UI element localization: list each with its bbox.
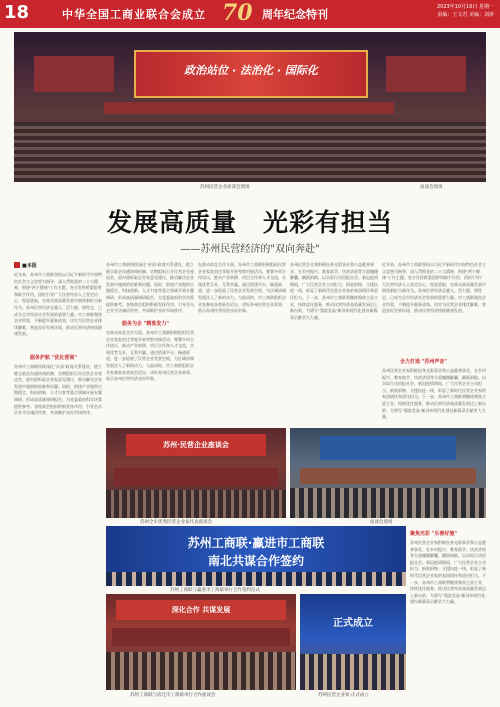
seminar-banner-text: 苏州·民营企业座谈会 (163, 441, 229, 449)
column-1-text-continued: 苏州市工商联持续深化"亲清"政商关系建设，建立健全政企沟通协商机制，定期组织召开民营企业座谈会，面对面听取企业家意见建议，推动解决企业发展中遇到的困难和问题。同时，围绕产业链供应链稳定、科技创新、人才引育等重点领域开展专题调研，形成高质量调研报告，为党委政府科学决策提供参考。各级商会组织积极发挥作用，引导会员企业守法诚信经营，共同维护良好市场秩序。 (14, 364, 102, 416)
issue-info (404, 3, 494, 19)
column-2-text-continued: 在推动南北合作方面，苏州市工商联积极组织民营企业家赴宿迁等地开展考察对接活动，签署多项合作协议，推动产业转移、项目合作和人才交流，实现优势互补、互利共赢。通过搭建平台、畅通渠道，进一步拓展了民营企业发展空间，为区域协调发展注入了新的动力。与此同时，市工商联组织企业家参加各类展会论坛，讲好苏州民营企业故事，展示苏州民营经济良好形象。 (106, 330, 194, 382)
top-photo-caption-left: 苏州民营企业座谈会现场 (200, 185, 250, 190)
seminar-photo-caption: 苏州全市优秀民营企业家代表座谈会 (140, 520, 212, 525)
section-heading-4: 聚焦光彩 "乐善好施" (410, 531, 457, 537)
section-heading-1: 服务护航 "优化营商" (30, 355, 77, 361)
cooperation-meeting-photo (106, 594, 296, 690)
ceremony-subtitle: 南北共谋合作签约 (207, 554, 304, 568)
establishment-photo-caption: 苏州民营企业家·正式成立 (318, 693, 369, 698)
ceremony-caption: 苏州工商联与赢进市工商联举行合作签约仪式 (170, 588, 260, 593)
establishment-banner-text: 正式成立 (333, 618, 373, 629)
issue-date: 2023年10月16日 星期一 (436, 4, 494, 10)
page-header (0, 0, 500, 28)
ceremony-title: 苏州工商联·赢进市工商联 (187, 536, 325, 550)
column-6-text: 苏州民营企业家积极投身光彩事业和公益慈善事业，在乡村振兴、教育助学、扶贫济困等方面慷慨解囊、踊跃捐助，以实际行动回报社会。新冠疫情期间，广大民营企业主动担当，捐款捐物，支援抗疫一线，彰显了新时代民营企业家的家国情怀和责任担当。下一步，苏州市工商联将继续聚焦主责主业，持续优化服务，推动民营经济高质量发展迈上新台阶，为谱写"强富美高"新苏州现代化建设新篇章贡献更大力量。 (410, 540, 486, 605)
article-subhead: ——苏州民营经济的"双向奔赴" (180, 244, 320, 255)
byline: ■本报 (22, 263, 37, 269)
cooperation-photo-caption: 苏州工商联与宿迁市工商联举行合作座谈会 (130, 693, 216, 698)
meeting-photo-caption: 座谈会现场 (370, 520, 393, 525)
seminar-photo (106, 428, 286, 518)
column-5-text-continued: 苏州民营企业家积极投身光彩事业和公益慈善事业，在乡村振兴、教育助学、扶贫济困等方面慷慨解囊、踊跃捐助，以实际行动回报社会。新冠疫情期间，广大民营企业主动担当，捐款捐物，支援抗疫一线，彰显了新时代民营企业家的家国情怀和责任担当。下一步，苏州市工商联将继续聚焦主责主业，持续优化服务，推动民营经济高质量发展迈上新台阶，为谱写"强富美高"新苏州现代化建设新篇章贡献更大力量。 (382, 368, 486, 420)
column-5-text: 近年来，苏州市工商联坚持以习近平新时代中国特色社会主义思想为指导，深入贯彻党的二十大精神，围绕"两个健康"工作主题，充分发挥桥梁纽带和助手作用，团结引导广大民营经济人士坚定信心、锐意进取，在推动高质量发展中展现新担当新作为。苏州民营经济总量大、活力强、韧性足，已成为全市经济社会发展的重要力量。市工商联聚焦企业所需，不断提升服务质效，切实为民营企业排忧解难，营造良好发展环境，推动民营经济持续健康发展。 (382, 262, 486, 314)
cooperation-banner-text: 深化合作 共谋发展 (171, 606, 231, 614)
meeting-room-photo (290, 428, 486, 518)
issue-editors: 责编：王文君 美编：刘涛 (437, 12, 494, 18)
article-headline: 发展高质量 光彩有担当 (106, 208, 393, 237)
section-heading-3: 全力打造 "苏州声音" (400, 359, 447, 365)
page-number: 18 (4, 2, 30, 23)
special-edition-label: 周年纪念特刊 (262, 8, 328, 21)
section-heading-2: 服务为企 "精准发力" (122, 321, 169, 327)
column-1-text: 近年来，苏州市工商联坚持以习近平新时代中国特色社会主义思想为指导，深入贯彻党的二十大精神，围绕"两个健康"工作主题，充分发挥桥梁纽带和助手作用，团结引导广大民营经济人士坚定信心、锐意进取，在推动高质量发展中展现新担当新作为。苏州民营经济总量大、活力强、韧性足，已成为全市经济社会发展的重要力量。市工商联聚焦企业所需，不断提升服务质效，切实为民营企业排忧解难，营造良好发展环境，推动民营经济持续健康发展。 (14, 272, 102, 337)
masthead-title: 中华全国工商业联合会成立 (62, 8, 206, 21)
column-4-text: 苏州民营企业家积极投身光彩事业和公益慈善事业，在乡村振兴、教育助学、扶贫济困等方面慷慨解囊、踊跃捐助，以实际行动回报社会。新冠疫情期间，广大民营企业主动担当，捐款捐物，支援抗疫一线，彰显了新时代民营企业家的家国情怀和责任担当。下一步，苏州市工商联将继续聚焦主责主业，持续优化服务，推动民营经济高质量发展迈上新台阶，为谱写"强富美高"新苏州现代化建设新篇章贡献更大力量。 (290, 262, 378, 320)
column-2-text: 苏州市工商联持续深化"亲清"政商关系建设，建立健全政企沟通协商机制，定期组织召开民营企业座谈会，面对面听取企业家意见建议，推动解决企业发展中遇到的困难和问题。同时，围绕产业链供应链稳定、科技创新、人才引育等重点领域开展专题调研，形成高质量调研报告，为党委政府科学决策提供参考。各级商会组织积极发挥作用，引导会员企业守法诚信经营，共同维护良好市场秩序。 (106, 262, 194, 314)
establishment-photo (300, 594, 406, 690)
stage-banner-text: 政治站位 · 法治化 · 国际化 (184, 64, 318, 77)
top-photo-caption-right: 座谈会现场 (420, 185, 443, 190)
anniversary-number: 70 (222, 0, 253, 26)
conference-hall-photo (14, 32, 486, 182)
column-3-text: 在推动南北合作方面，苏州市工商联积极组织民营企业家赴宿迁等地开展考察对接活动，签署多项合作协议，推动产业转移、项目合作和人才交流，实现优势互补、互利共赢。通过搭建平台、畅通渠道，进一步拓展了民营企业发展空间，为区域协调发展注入了新的动力。与此同时，市工商联组织企业家参加各类展会论坛，讲好苏州民营企业故事，展示苏州民营经济良好形象。 (198, 262, 286, 314)
signing-ceremony-photo (106, 526, 406, 586)
byline-marker (14, 262, 20, 268)
